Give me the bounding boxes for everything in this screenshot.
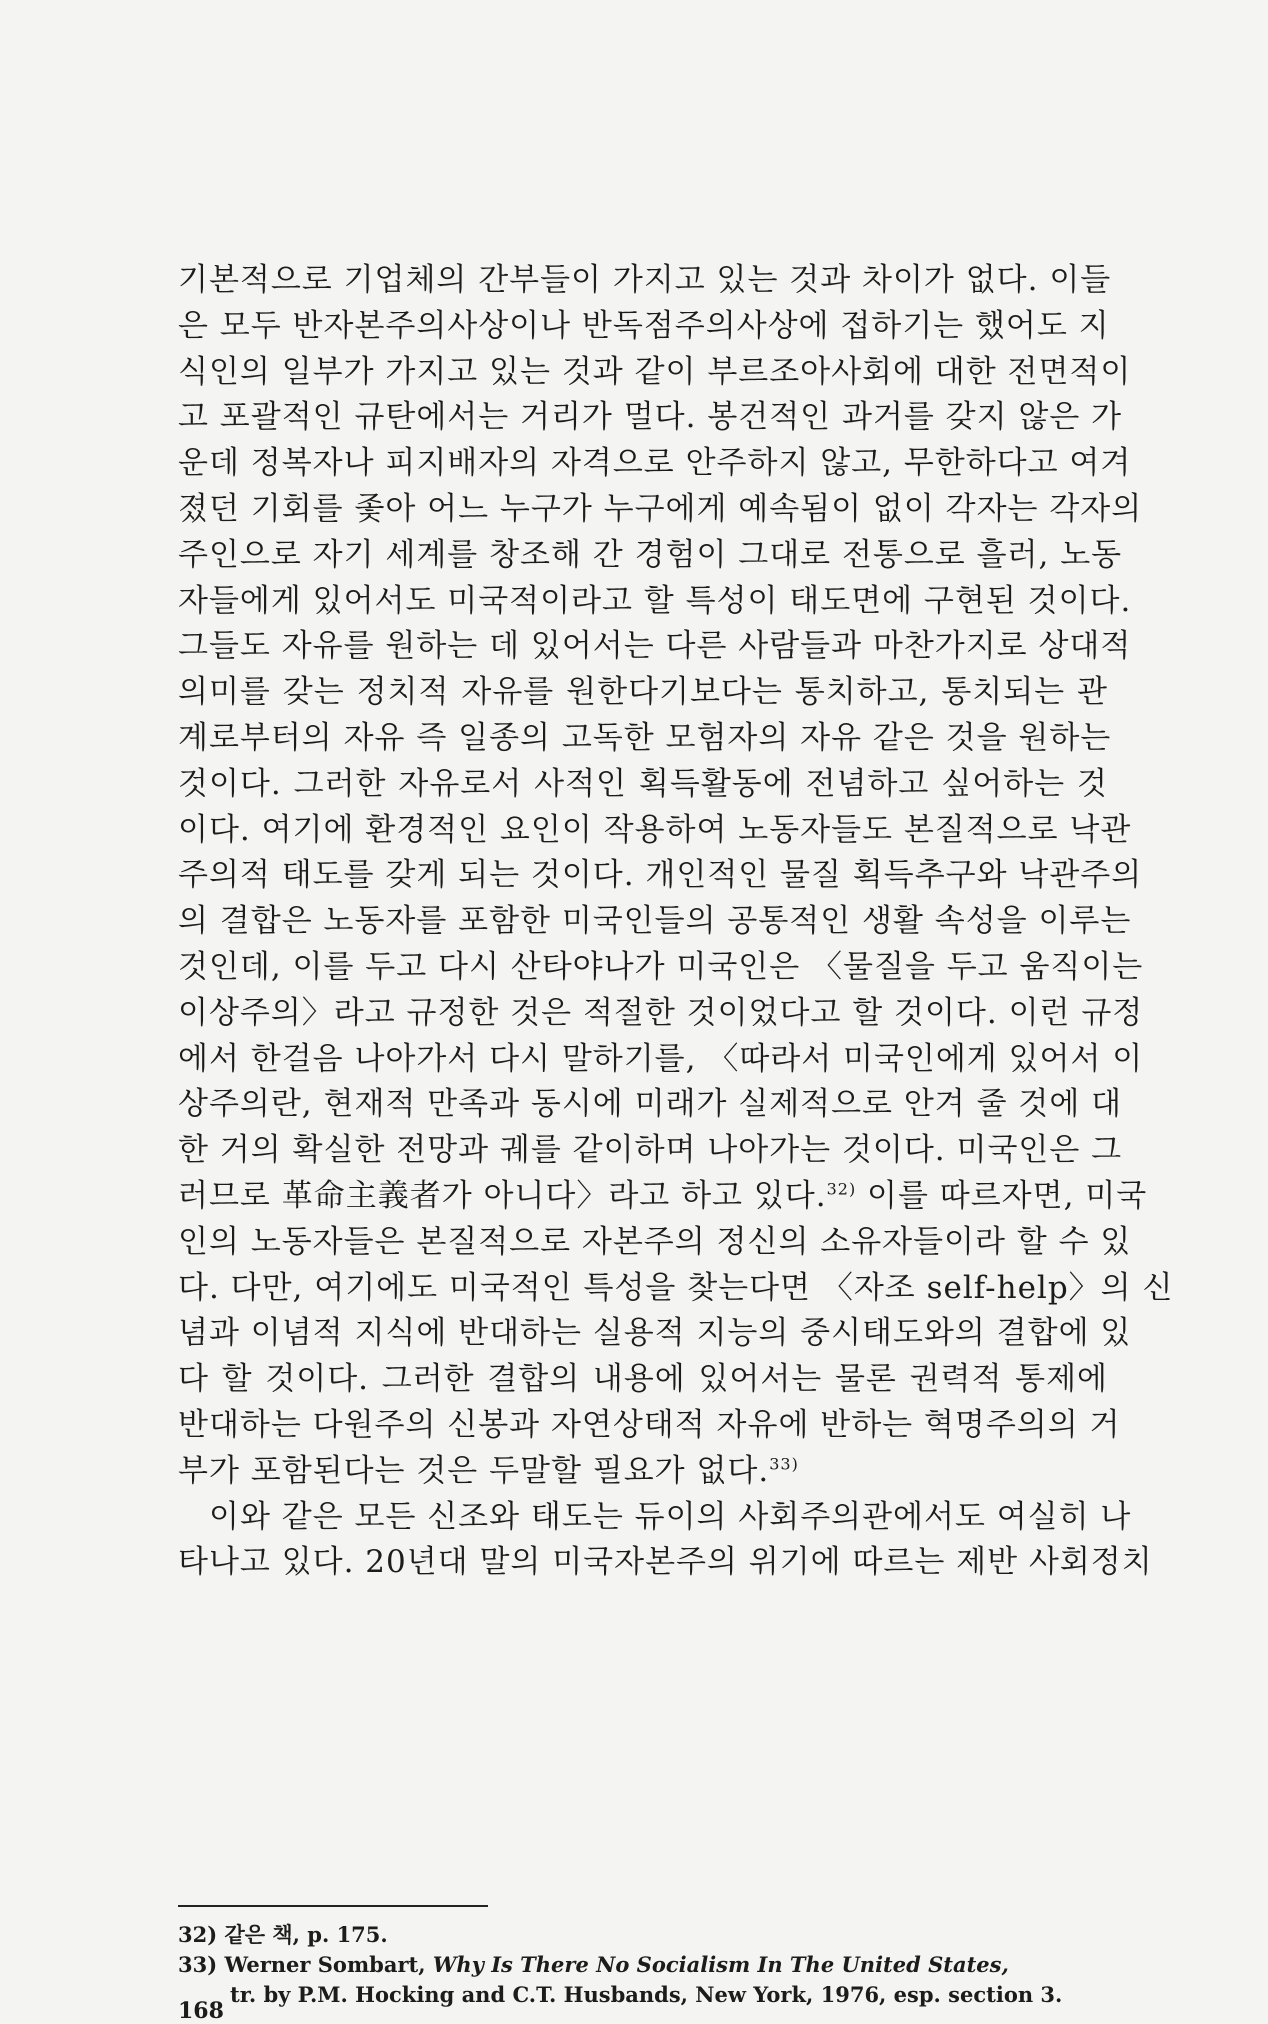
footnote-33-title: Why Is There No Socialism In The United States, bbox=[432, 1952, 1009, 1977]
text-line: 주인으로 자기 세계를 창조해 간 경험이 그대로 전통으로 흘러, 노동 bbox=[178, 536, 1123, 573]
text-line: 졌던 기회를 좇아 어느 누구가 누구에게 예속됨이 없이 각자는 각자의 bbox=[178, 490, 1143, 527]
text-line: 은 모두 반자본주의사상이나 반독점주의사상에 접하기는 했어도 지 bbox=[178, 307, 1110, 344]
text-line: 기본적으로 기업체의 간부들이 가지고 있는 것과 차이가 없다. 이들 bbox=[178, 262, 1112, 298]
footnote-separator bbox=[178, 1905, 488, 1907]
text-line: 계로부터의 자유 즉 일종의 고독한 모험자의 자유 같은 것을 원하는 bbox=[178, 719, 1112, 756]
text-segment: 이를 따르자면, 미국 bbox=[856, 1177, 1148, 1214]
text-line: 반대하는 다원주의 신봉과 자연상태적 자유에 반하는 혁명주의의 거 bbox=[178, 1406, 1121, 1443]
text-line: 한 거의 확실한 전망과 궤를 같이하며 나아가는 것이다. 미국인은 그 bbox=[178, 1132, 1123, 1169]
text-segment: 부가 포함된다는 것은 두말할 필요가 없다. bbox=[178, 1452, 770, 1489]
footnote-33-continued: tr. by P.M. Hocking and C.T. Husbands, New York, 1976, esp. section 3. bbox=[230, 1982, 1063, 2007]
text-line: 고 포괄적인 규탄에서는 거리가 멀다. 봉건적인 과거를 갖지 않은 가 bbox=[178, 399, 1123, 436]
text-line: 이상주의〉라고 규정한 것은 적절한 것이었다고 할 것이다. 이런 규정 bbox=[178, 994, 1144, 1031]
body-text bbox=[178, 258, 1174, 1586]
text-line: 식인의 일부가 가지고 있는 것과 같이 부르조아사회에 대한 전면적이 bbox=[178, 353, 1132, 390]
text-line: 운데 정복자나 피지배자의 자격으로 안주하지 않고, 무한하다고 여겨 bbox=[178, 445, 1132, 482]
text-line: 념과 이념적 지식에 반대하는 실용적 지능의 중시태도와의 결합에 있 bbox=[178, 1315, 1132, 1352]
text-line: 자들에게 있어서도 미국적이라고 할 특성이 태도면에 구현된 것이다. bbox=[178, 582, 1132, 619]
text-line: 다. 다만, 여기에도 미국적인 특성을 찾는다면 〈자조 self-help〉의 신 bbox=[178, 1269, 1174, 1306]
text-line: 타나고 있다. 20년대 말의 미국자본주의 위기에 따르는 제반 사회정치 bbox=[178, 1544, 1153, 1581]
footnotes bbox=[178, 1920, 1108, 2010]
text-line: 것이다. 그러한 자유로서 사적인 획득활동에 전념하고 싶어하는 것 bbox=[178, 765, 1108, 802]
footnote-33-prefix: 33) Werner Sombart, bbox=[178, 1952, 433, 1977]
text-line: 의미를 갖는 정치적 자유를 원한다기보다는 통치하고, 통치되는 관 bbox=[178, 674, 1108, 711]
text-line: 다 할 것이다. 그러한 결합의 내용에 있어서는 물론 권력적 통제에 bbox=[178, 1361, 1108, 1398]
footnote-32: 32) 같은 책, p. 175. bbox=[178, 1922, 388, 1947]
page-number: 168 bbox=[178, 1998, 224, 2024]
text-line: 것인데, 이를 두고 다시 산타야나가 미국인은 〈물질을 두고 움직이는 bbox=[178, 948, 1144, 985]
text-line: 이다. 여기에 환경적인 요인이 작용하여 노동자들도 본질적으로 낙관 bbox=[178, 811, 1132, 848]
text-line: 주의적 태도를 갖게 되는 것이다. 개인적인 물질 획득추구와 낙관주의 bbox=[178, 857, 1143, 894]
text-line: 에서 한걸음 나아가서 다시 말하기를, 〈따라서 미국인에게 있어서 이 bbox=[178, 1040, 1144, 1077]
text-segment: 러므로 革命主義者가 아니다〉라고 하고 있다. bbox=[178, 1177, 827, 1214]
text-line: 이와 같은 모든 신조와 태도는 듀이의 사회주의관에서도 여실히 나 bbox=[209, 1498, 1132, 1535]
text-line: 상주의란, 현재적 만족과 동시에 미래가 실제적으로 안겨 줄 것에 대 bbox=[178, 1086, 1123, 1123]
footnote-ref-33: 33) bbox=[769, 1454, 799, 1474]
text-line: 의 결합은 노동자를 포함한 미국인들의 공통적인 생활 속성을 이루는 bbox=[178, 903, 1132, 940]
text-line bbox=[178, 1174, 1148, 1220]
text-line bbox=[178, 1449, 1108, 1495]
text-line: 인의 노동자들은 본질적으로 자본주의 정신의 소유자들이라 할 수 있 bbox=[178, 1223, 1132, 1260]
footnote-33 bbox=[178, 1950, 1108, 1980]
footnote-ref-32: 32) bbox=[826, 1179, 857, 1199]
text-line: 그들도 자유를 원하는 데 있어서는 다른 사람들과 마찬가지로 상대적 bbox=[178, 628, 1132, 665]
